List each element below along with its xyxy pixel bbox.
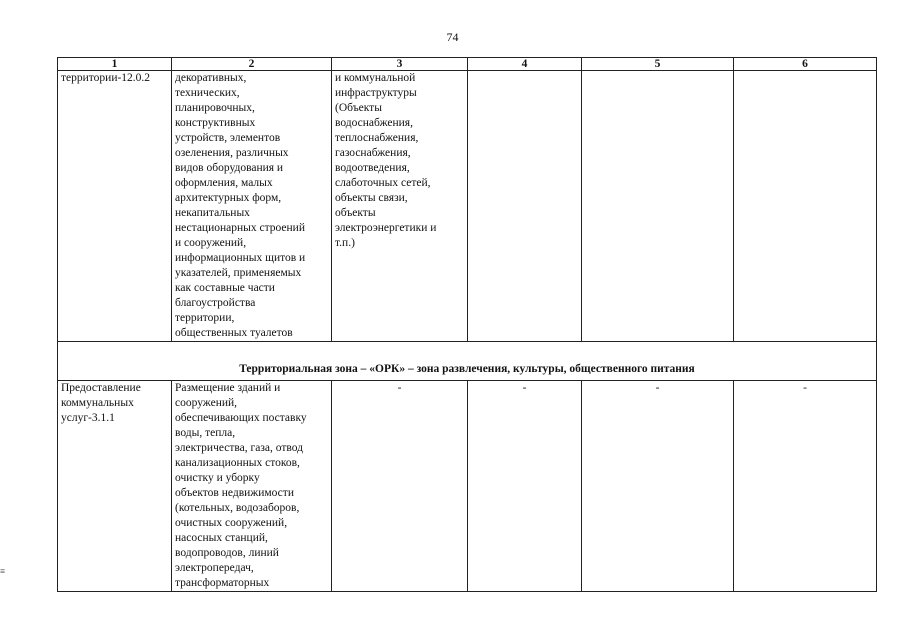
table-cell	[172, 381, 332, 592]
header-col-1: 1	[58, 58, 172, 71]
table-cell	[172, 71, 332, 342]
cell-text: -	[655, 382, 660, 394]
margin-mark: ≡	[0, 566, 6, 576]
table-cell	[58, 71, 172, 342]
table-row	[58, 71, 877, 342]
cell-text: территории-12.0.2	[61, 72, 151, 84]
table-cell	[58, 381, 172, 592]
header-row	[58, 58, 877, 71]
cell-text: Размещение зданий и сооружений, обеспечивающих поставку воды, тепла, электричества, газа, отвод канализационных стоков, очистку и уборку объектов недвижимости (котельных, водозаборов, очистных сооружений, насосных станций, водопроводов, линий электропередач, трансформаторных	[175, 382, 307, 589]
zoning-table	[57, 57, 877, 592]
table-row	[58, 381, 877, 592]
header-col-6: 6	[734, 58, 877, 71]
header-col-4: 4	[468, 58, 582, 71]
table-cell	[582, 381, 734, 592]
table-cell	[332, 381, 468, 592]
cell-text: -	[397, 382, 402, 394]
table-cell	[332, 71, 468, 342]
zone-title: Территориальная зона – «ОРК» – зона развлечения, культуры, общественного питания	[58, 342, 877, 381]
cell-text: -	[522, 382, 527, 394]
cell-text: декоративных, технических, планировочных, конструктивных устройств, элементов озеленения, различных видов оборудования и оформления, малых архитектурных форм, некапитальных нестационарных строений и сооружений, информационных щитов и указателей, применяемых как составные части благоустройства территории, общественных туалетов	[175, 72, 306, 339]
header-col-3: 3	[332, 58, 468, 71]
table-cell	[468, 381, 582, 592]
table-cell	[468, 71, 582, 342]
zone-title-row	[58, 342, 877, 381]
table-cell	[734, 381, 877, 592]
table-cell	[734, 71, 877, 342]
header-col-2: 2	[172, 58, 332, 71]
cell-text: -	[803, 382, 807, 394]
page-number: 74	[446, 30, 459, 44]
header-col-5: 5	[582, 58, 734, 71]
cell-text: и коммунальной инфраструктуры (Объекты водоснабжения, теплоснабжения, газоснабжения, водоотведения, слаботочных сетей, объекты связи, объекты электроэнергетики и т.п.)	[335, 72, 437, 249]
cell-text: Предоставление коммунальных услуг-3.1.1	[61, 382, 141, 424]
table-cell	[582, 71, 734, 342]
